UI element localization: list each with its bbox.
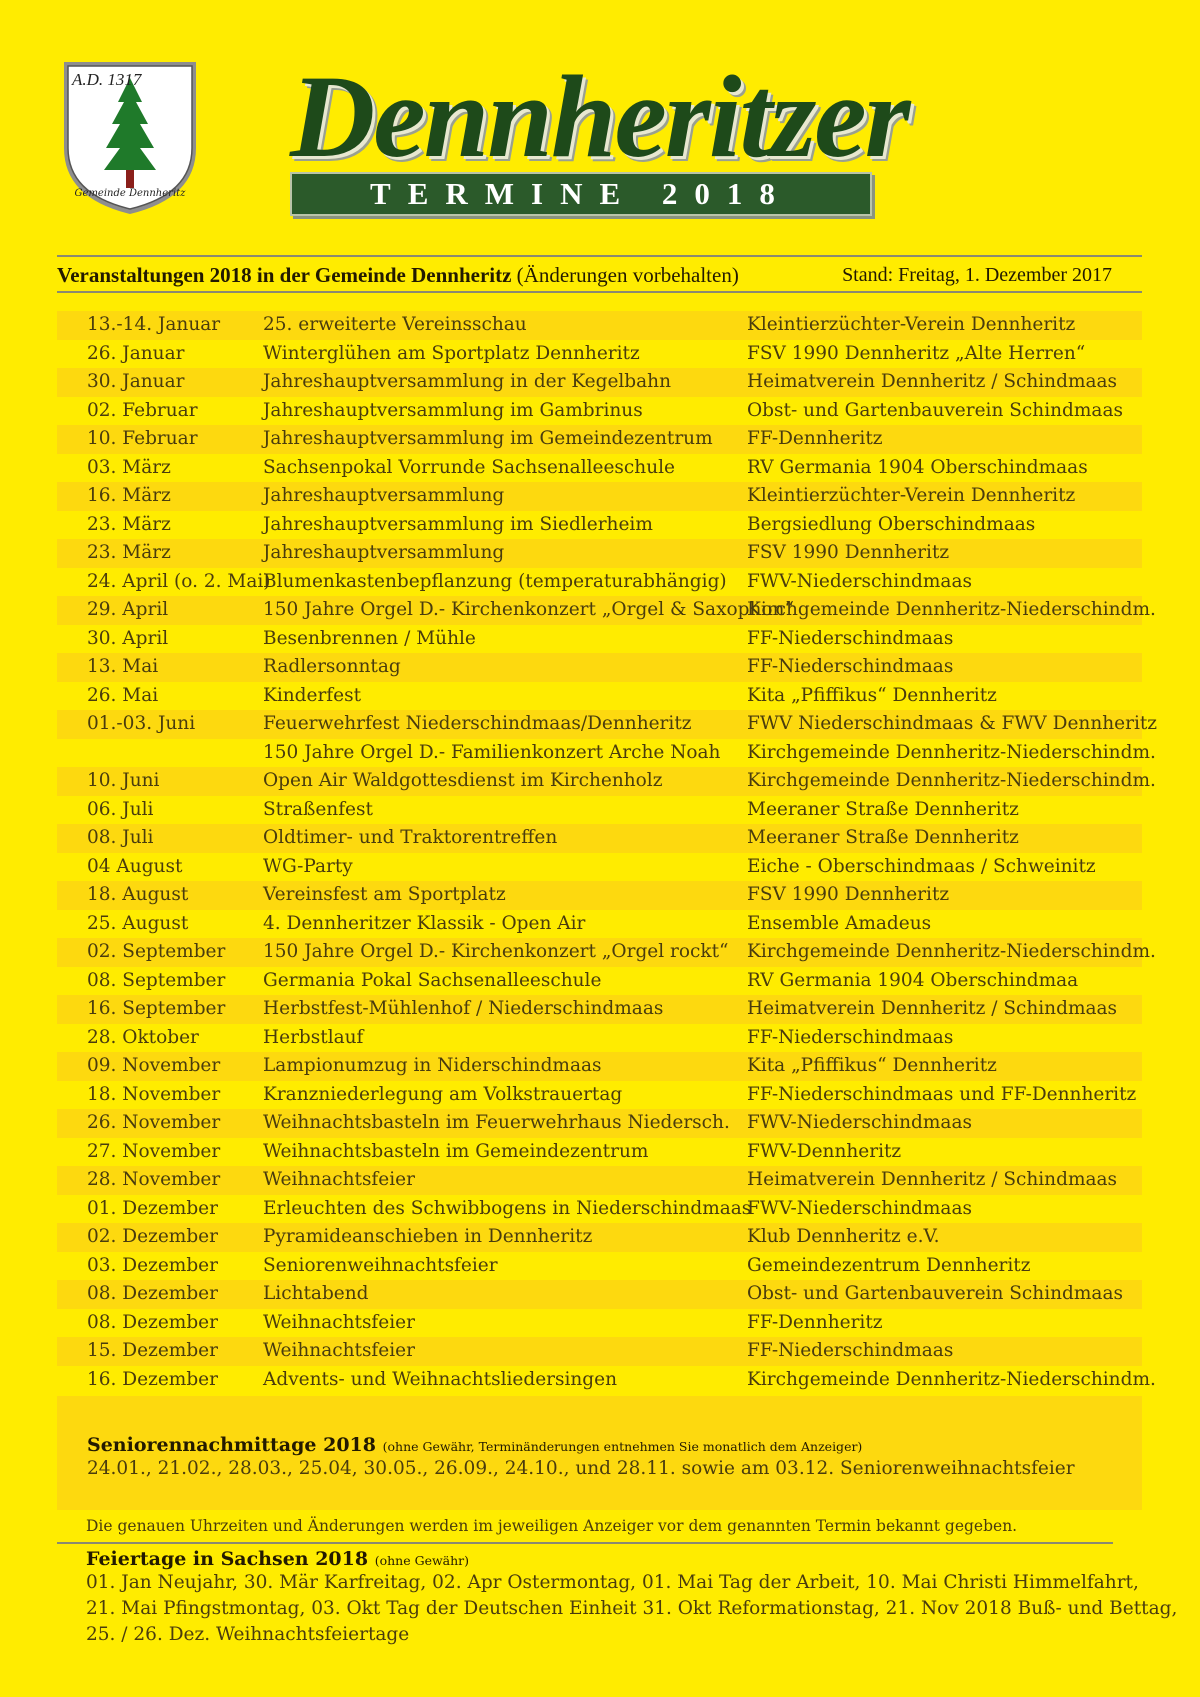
crest-year-text: A.D. 1317 (72, 70, 142, 89)
event-title: Weihnachtsfeier (263, 1340, 415, 1361)
event-row (57, 511, 1142, 540)
event-title: Jahreshauptversammlung im Siedlerheim (263, 513, 653, 535)
event-organizer: Heimatverein Dennheritz / Schindmaas (747, 998, 1118, 1019)
event-organizer: FWV Niederschindmaas & FWV Dennheritz (747, 713, 1158, 734)
event-title: Jahreshauptversammlung im Gambrinus (263, 399, 643, 421)
event-organizer: FF-Niederschindmaas (747, 1340, 954, 1361)
header-rule-top (57, 255, 1142, 257)
event-date: 02. September (87, 941, 226, 962)
event-date: 08. Juli (87, 827, 154, 848)
event-date: 04 August (87, 855, 183, 877)
event-date: 26. November (87, 1112, 221, 1133)
event-title: 4. Dennheritzer Klassik - Open Air (263, 912, 586, 934)
event-row (57, 625, 1142, 654)
event-date: 09. November (87, 1055, 221, 1076)
event-organizer: FF-Niederschindmaas (747, 1026, 954, 1048)
event-date: 24. April (o. 2. Mai) (87, 570, 271, 592)
event-title: Lampionumzug in Niderschindmaas (263, 1055, 602, 1076)
event-title: 150 Jahre Orgel D.- Familienkonzert Arche Noah (263, 741, 721, 763)
event-title: Oldtimer- und Traktorentreffen (263, 827, 558, 848)
event-row (57, 482, 1142, 511)
event-date: 08. Dezember (87, 1283, 218, 1304)
event-row (57, 853, 1142, 882)
event-row (57, 1280, 1142, 1309)
event-row (57, 1081, 1142, 1110)
event-row (57, 1138, 1142, 1167)
event-row (57, 881, 1142, 910)
event-title: Kranzniederlegung am Volkstrauertag (263, 1083, 623, 1105)
event-organizer: FF-Dennheritz (747, 1311, 883, 1333)
event-title: Germania Pokal Sachsenalleeschule (263, 969, 602, 991)
event-row (57, 568, 1142, 597)
header-heading-bold: Veranstaltungen 2018 in der Gemeinde Dennheritz (57, 263, 512, 287)
event-date: 01. Dezember (87, 1197, 218, 1219)
event-row (57, 653, 1142, 682)
event-organizer: Kirchgemeinde Dennheritz-Niederschindm. (747, 599, 1156, 620)
event-date: 10. Juni (87, 770, 160, 791)
timing-note: Die genauen Uhrzeiten und Änderungen werden im jeweiligen Anzeiger vor dem genannten Termin bekannt gegeben. (86, 1517, 1018, 1535)
event-organizer: Kirchgemeinde Dennheritz-Niederschindm. (747, 770, 1156, 791)
title-subtitle: TERMINE 2018 (370, 176, 792, 211)
event-date: 16. März (87, 485, 171, 506)
event-organizer: FF-Niederschindmaas (747, 656, 954, 677)
event-date: 18. August (87, 884, 189, 905)
event-title: Open Air Waldgottesdienst im Kirchenholz (263, 770, 663, 791)
event-title: Jahreshauptversammlung (263, 542, 505, 563)
event-title: Herbstfest-Mühlenhof / Niederschindmaas (263, 998, 664, 1019)
event-date: 29. April (87, 599, 169, 620)
event-organizer: Heimatverein Dennheritz / Schindmaas (747, 1169, 1118, 1190)
event-date: 23. März (87, 513, 171, 535)
event-row (57, 1252, 1142, 1281)
event-title: Feuerwehrfest Niederschindmaas/Dennheritz (263, 713, 692, 734)
municipal-crest (60, 58, 200, 218)
event-organizer: Eiche - Oberschindmaas / Schweinitz (747, 855, 1096, 877)
event-date: 16. Dezember (87, 1368, 218, 1390)
event-organizer: FF-Niederschindmaas und FF-Dennheritz (747, 1083, 1137, 1105)
event-date: 30. Januar (87, 371, 185, 392)
event-organizer: Klub Dennheritz e.V. (747, 1226, 940, 1247)
event-row (57, 995, 1142, 1024)
event-date: 15. Dezember (87, 1340, 218, 1361)
event-title: WG-Party (263, 855, 353, 877)
event-date: 08. Dezember (87, 1311, 218, 1333)
event-title: Erleuchten des Schwibbogens in Niederschindmaas (263, 1197, 752, 1219)
holidays-line: 01. Jan Neujahr, 30. Mär Karfreitag, 02. Apr Ostermontag, 01. Mai Tag der Arbeit, 10. Mai Christi Himmelfahrt, (86, 1572, 1139, 1593)
header-status: Stand: Freitag, 1. Dezember 2017 (842, 264, 1112, 286)
senior-title (87, 1434, 862, 1456)
event-organizer: RV Germania 1904 Oberschindmaas (747, 456, 1088, 478)
event-organizer: FSV 1990 Dennheritz (747, 884, 950, 905)
event-title: Jahreshauptversammlung (263, 485, 505, 506)
senior-dates: 24.01., 21.02., 28.03., 25.04, 30.05., 26.09., 24.10., und 28.11. sowie am 03.12. Seniorenweihnachtsfeier (87, 1458, 1075, 1479)
event-title: Seniorenweihnachtsfeier (263, 1254, 498, 1276)
event-organizer: FWV-Dennheritz (747, 1140, 902, 1162)
event-date: 02. Dezember (87, 1226, 218, 1247)
event-organizer: FWV-Niederschindmaas (747, 1112, 972, 1133)
event-title: 150 Jahre Orgel D.- Kirchenkonzert „Orgel rockt“ (263, 941, 729, 962)
event-organizer: FWV-Niederschindmaas (747, 1197, 972, 1219)
holidays-title-text: Feiertage in Sachsen 2018 (86, 1548, 369, 1570)
holidays-line: 21. Mai Pfingstmontag, 03. Okt Tag der Deutschen Einheit 31. Okt Reformationstag, 21. Nov 2018 Buß- und Bettag, (86, 1598, 1178, 1619)
event-title: Besenbrennen / Mühle (263, 627, 476, 649)
event-date: 28. Oktober (87, 1026, 199, 1048)
event-organizer: Obst- und Gartenbauverein Schindmaas (747, 1283, 1123, 1304)
title-name: Dennheritzer (290, 51, 909, 182)
event-date: 18. November (87, 1083, 221, 1105)
event-title: Kinderfest (263, 684, 362, 706)
event-row (57, 938, 1156, 967)
event-organizer: Meeraner Straße Dennheritz (747, 798, 1019, 820)
event-row (57, 967, 1142, 996)
event-title: Sachsenpokal Vorrunde Sachsenalleeschule (263, 456, 675, 478)
event-title: 150 Jahre Orgel D.- Kirchenkonzert „Orgel & Saxophon“ (263, 599, 794, 620)
event-row (57, 539, 1142, 568)
senior-title-note: (ohne Gewähr, Terminänderungen entnehmen Sie monatlich dem Anzeiger) (382, 1439, 863, 1454)
event-organizer: FSV 1990 Dennheritz (747, 542, 950, 563)
event-title: Weihnachtsbasteln im Gemeindezentrum (263, 1140, 649, 1162)
event-organizer: RV Germania 1904 Oberschindmaa (747, 969, 1079, 991)
event-organizer: Kirchgemeinde Dennheritz-Niederschindm. (747, 1368, 1156, 1390)
event-date: 30. April (87, 627, 169, 649)
senior-title-text: Seniorennachmittage 2018 (87, 1434, 376, 1456)
holidays-title-note: (ohne Gewähr) (374, 1553, 470, 1568)
event-title: 25. erweiterte Vereinsschau (263, 314, 527, 335)
event-row (57, 1223, 1142, 1252)
event-row (57, 710, 1158, 739)
event-date: 03. Dezember (87, 1254, 218, 1276)
event-organizer: Bergsiedlung Oberschindmaas (747, 513, 1036, 535)
event-row (57, 454, 1142, 483)
event-organizer: Meeraner Straße Dennheritz (747, 827, 1019, 848)
event-title: Herbstlauf (263, 1026, 364, 1048)
event-organizer: FWV-Niederschindmaas (747, 570, 972, 592)
event-row (57, 682, 1142, 711)
event-row (57, 1166, 1142, 1195)
holidays-title (86, 1548, 1146, 1570)
event-date: 25. August (87, 912, 189, 934)
note-rule (57, 1542, 1113, 1544)
event-title: Weihnachtsbasteln im Feuerwehrhaus Niedersch. (263, 1112, 730, 1133)
event-date: 01.-03. Juni (87, 713, 196, 734)
event-title: Vereinsfest am Sportplatz (263, 884, 506, 905)
event-date: 23. März (87, 542, 171, 563)
event-row (57, 1024, 1142, 1053)
header-heading-note: (Änderungen vorbehalten) (516, 263, 739, 287)
event-row (57, 739, 1156, 768)
event-title: Jahreshauptversammlung in der Kegelbahn (263, 371, 672, 392)
event-organizer: Kirchgemeinde Dennheritz-Niederschindm. (747, 941, 1156, 962)
event-title: Weihnachtsfeier (263, 1169, 415, 1190)
event-date: 27. November (87, 1140, 221, 1162)
event-row (57, 368, 1142, 397)
event-row (57, 596, 1156, 625)
event-row (57, 1309, 1142, 1338)
event-organizer: Kirchgemeinde Dennheritz-Niederschindm. (747, 741, 1156, 763)
event-organizer: Kleintierzüchter-Verein Dennheritz (747, 314, 1076, 335)
event-organizer: Gemeindezentrum Dennheritz (747, 1254, 1031, 1276)
event-row (57, 1366, 1156, 1395)
event-row (57, 796, 1142, 825)
event-title: Jahreshauptversammlung im Gemeindezentrum (263, 428, 713, 449)
event-row (57, 824, 1142, 853)
event-date: 26. Januar (87, 342, 185, 364)
event-organizer: FSV 1990 Dennheritz „Alte Herren“ (747, 342, 1086, 364)
event-organizer: FF-Niederschindmaas (747, 627, 954, 649)
header-rule-bottom (57, 291, 1142, 293)
event-organizer: Kleintierzüchter-Verein Dennheritz (747, 485, 1076, 506)
event-organizer: Kita „Pfiffikus“ Dennheritz (747, 1055, 997, 1076)
event-row (57, 425, 1142, 454)
events-table (57, 311, 1158, 1394)
crest-ring-text: Gemeinde Dennheritz (74, 188, 186, 199)
event-row (57, 767, 1156, 796)
event-row (57, 910, 1142, 939)
event-date: 06. Juli (87, 798, 154, 820)
event-title: Weihnachtsfeier (263, 1311, 415, 1333)
event-date: 02. Februar (87, 399, 198, 421)
senior-box (57, 1396, 1142, 1510)
event-title: Straßenfest (263, 798, 373, 820)
event-title: Blumenkastenbepflanzung (temperaturabhängig) (263, 570, 727, 592)
event-date: 03. März (87, 456, 171, 478)
holidays-line: 25. / 26. Dez. Weihnachtsfeiertage (86, 1624, 410, 1645)
event-title: Advents- und Weihnachtsliedersingen (263, 1368, 618, 1390)
title-block (290, 52, 1030, 222)
event-organizer: Kita „Pfiffikus“ Dennheritz (747, 684, 997, 706)
event-date: 13. Mai (87, 656, 159, 677)
event-row (57, 311, 1142, 340)
event-title: Winterglühen am Sportplatz Dennheritz (263, 342, 640, 364)
event-date: 26. Mai (87, 684, 159, 706)
holidays-section (86, 1548, 1178, 1648)
event-organizer: Obst- und Gartenbauverein Schindmaas (747, 399, 1123, 421)
event-title: Radlersonntag (263, 656, 401, 677)
header-heading (57, 260, 739, 290)
event-date: 16. September (87, 998, 226, 1019)
event-row (57, 340, 1142, 369)
event-date: 08. September (87, 969, 226, 991)
event-row (57, 1052, 1142, 1081)
event-organizer: Ensemble Amadeus (747, 912, 932, 934)
event-title: Pyramideanschieben in Dennheritz (263, 1226, 593, 1247)
event-row (57, 1109, 1142, 1138)
event-date: 10. Februar (87, 428, 198, 449)
event-row (57, 397, 1142, 426)
event-organizer: FF-Dennheritz (747, 428, 883, 449)
event-date: 13.-14. Januar (87, 314, 221, 335)
event-row (57, 1195, 1142, 1224)
header-line (57, 260, 1142, 290)
event-row (57, 1337, 1142, 1366)
event-date: 28. November (87, 1169, 221, 1190)
event-organizer: Heimatverein Dennheritz / Schindmaas (747, 371, 1118, 392)
event-title: Lichtabend (263, 1283, 369, 1304)
